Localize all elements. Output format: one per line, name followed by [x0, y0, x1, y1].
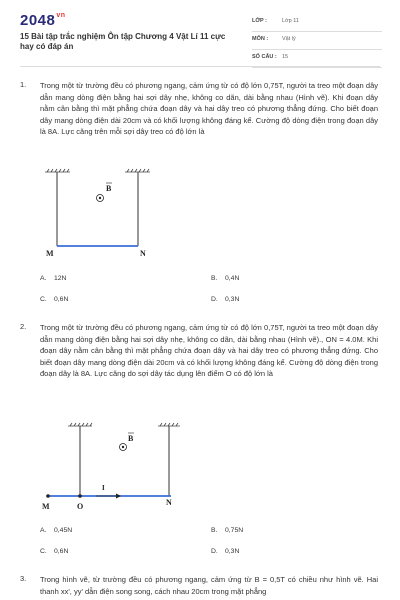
question-number: 2.	[20, 322, 27, 331]
option-a[interactable]: A. 0,45N	[40, 527, 73, 534]
option-c[interactable]: C. 0,6N	[40, 296, 69, 303]
meta-value: Vật lý	[282, 36, 296, 42]
meta-key: MÔN :	[252, 36, 269, 42]
b-label: B	[128, 434, 134, 443]
option-c[interactable]: C. 0,6N	[40, 548, 69, 555]
question-text: Trong một từ trường đều có phương ngang, cảm ứng từ có độ lớn 0,75T, người ta treo một đoạn dây dẫn mang dòng điện bằng hai sợi dây nhẹ, không co dãn, dài bằng nhau (Hình vẽ)., ON = 4.0M. Khi đoạn dây nằm cân bằng thì mặt phẳng chứa đoạn dây và hai dây treo có phương thẳng đứng. Cho biết đoạn dây mang dòng điện dài 20cm và có khối lượng không đáng kể. Cường độ dòng điện trong đoạn dây là 8A. Lực căng do sợi dây tác dụng lên điểm O có độ lớn là	[40, 323, 378, 379]
ceiling-hatch-right	[158, 423, 180, 426]
option-b[interactable]: B. 0,75N	[211, 527, 244, 534]
header-divider	[20, 66, 380, 67]
ceiling-hatch-right	[125, 169, 150, 172]
document-title: 15 Bài tập trắc nghiệm Ôn tập Chương 4 Vật Lí 11 cực hay có đáp án	[20, 32, 226, 51]
question-text: Trong một từ trường đều có phương ngang, cảm ứng từ có độ lớn 0,75T, người ta treo một đoạn dây dẫn mang dòng điện bằng hai sợi dây nhẹ, không co dãn, dài bằng nhau (Hình vẽ). Khi đoạn dây nằm cân bằng thì mặt phẳng chứa đoạn dây và hai dây treo có phương thẳng đứng. Cho biết đoạn dây mang dòng điện dài 20cm và có khối lượng không đáng kể. Cường độ dòng điện trong đoạn dây là 8A. Lực căng trên mỗi sợi dây treo có độ lớn là	[40, 81, 378, 137]
site-logo[interactable]: $2048^{vn}$	[20, 12, 66, 29]
meta-subject-row	[252, 32, 382, 50]
meta-class-row	[252, 14, 382, 32]
question-text: Trong hình vẽ, từ trường đều có phương ngang, cảm ứng từ B = 0,5T có chiều như hình vẽ. Hai thanh xx', yy' dẫn điện song song, cách nhau 20cm trong mặt phẳng	[40, 575, 378, 596]
question-number: 3.	[20, 574, 27, 583]
question-2-figure	[40, 422, 190, 514]
ceiling-hatch-left	[45, 169, 70, 172]
option-a[interactable]: A. 12N	[40, 275, 67, 282]
i-label: I	[102, 484, 105, 492]
option-b[interactable]: B. 0,4N	[211, 275, 240, 282]
meta-key: LỚP :	[252, 18, 267, 24]
m-label: M	[46, 249, 54, 258]
ceiling-hatch-left	[68, 423, 92, 426]
document-meta	[252, 14, 382, 68]
option-d[interactable]: D. 0,3N	[211, 548, 240, 555]
n-label: N	[140, 249, 146, 258]
m-label: M	[42, 502, 50, 511]
o-label: O	[77, 502, 84, 511]
meta-value: Lớp 11	[282, 18, 299, 24]
meta-value: 15	[282, 54, 289, 60]
question-1-figure	[40, 168, 170, 263]
question-number: 1.	[20, 80, 27, 89]
b-label: B	[106, 184, 112, 193]
meta-key: SỐ CÂU :	[252, 54, 277, 60]
page-header	[0, 0, 400, 68]
option-d[interactable]: D. 0,3N	[211, 296, 240, 303]
n-label: N	[166, 498, 172, 507]
